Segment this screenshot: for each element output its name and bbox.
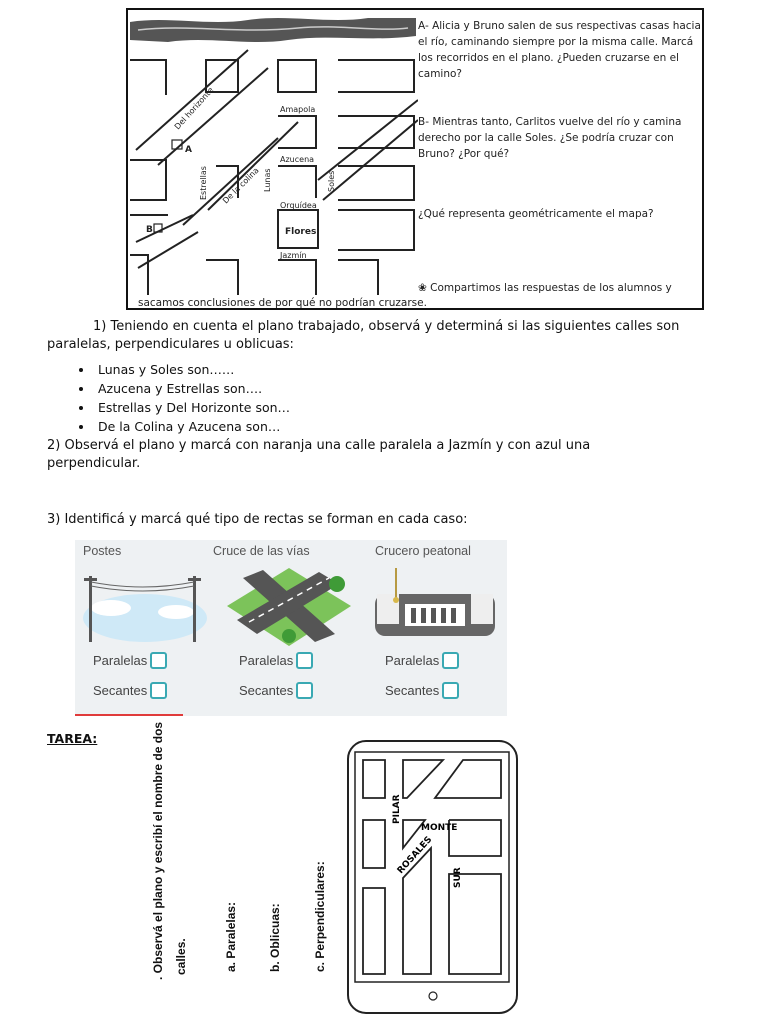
secantes-checkbox[interactable]	[442, 682, 459, 699]
tarea-instruction-2: calles.	[174, 938, 188, 975]
list-item: • Estrellas y Del Horizonte son…	[94, 398, 290, 417]
card-title: Cruce de las vías	[213, 544, 310, 558]
option-label: Secantes	[93, 683, 148, 698]
secantes-checkbox[interactable]	[150, 682, 167, 699]
paralelas-checkbox[interactable]	[296, 652, 313, 669]
street-label-estrellas: Estrellas	[199, 166, 208, 200]
street-map	[128, 10, 418, 308]
option-label: Paralelas	[93, 653, 148, 668]
exercise2-text: 2) Observá el plano y marcá con naranja una calle paralela a Jazmín y con azul una perpendicular.	[47, 438, 591, 471]
card-title: Postes	[83, 544, 122, 558]
tarea-b: b. Oblicuas:	[268, 903, 282, 972]
exercise1-intro: 1) Teniendo en cuenta el plano trabajado, observá y determiná si las siguientes calles son paralelas, perpendiculares u oblicuas:	[47, 319, 680, 352]
marker-b: B	[146, 225, 153, 235]
exercise3-text: 3) Identificá y marcá qué tipo de rectas se forman en cada caso:	[47, 512, 468, 527]
road-crossing-illustration-icon	[223, 564, 355, 648]
option-label: Paralelas	[239, 653, 294, 668]
street-label-orquidea: Orquídea	[280, 201, 317, 210]
list-item: • De la Colina y Azucena son…	[94, 417, 290, 436]
card-postes	[75, 540, 215, 716]
question-a: A- Alicia y Bruno salen de sus respectivas casas hacia el río, caminando siempre por la misma calle. Marcá los recorridos en el plano. ¿Pueden cruzarse en el camino?	[418, 20, 701, 80]
tarea-heading: TAREA:	[47, 731, 98, 746]
list-item: • Lunas y Soles son……	[94, 360, 290, 379]
tarea-a: a. Paralelas:	[224, 901, 238, 972]
street-label-lunas: Lunas	[263, 168, 272, 192]
list-item: • Azucena y Estrellas son….	[94, 379, 290, 398]
street-label-del-horizonte: Del horizonte	[172, 85, 216, 132]
share-line-1: ❀ Compartimos las respuestas de los alumnos y	[418, 282, 672, 294]
secantes-checkbox[interactable]	[296, 682, 313, 699]
street-label-amapola: Amapola	[280, 105, 316, 114]
crosswalk-illustration-icon	[371, 564, 501, 648]
paralelas-checkbox[interactable]	[442, 652, 459, 669]
share-line-2: sacamos conclusiones de por qué no podrían cruzarse.	[138, 297, 427, 309]
map-box	[126, 8, 704, 310]
street-label-monte: MONTE	[421, 823, 458, 833]
question-b: B- Mientras tanto, Carlitos vuelve del río y camina derecho por la calle Soles. ¿Se podría cruzar con Bruno? ¿Por qué?	[418, 116, 682, 160]
street-label-azucena: Azucena	[280, 155, 315, 164]
option-label: Secantes	[239, 683, 294, 698]
marker-a: A	[185, 145, 192, 155]
tarea-instruction-1: . Observá el plano y escribí el nombre de dos	[151, 721, 165, 980]
red-underline	[75, 714, 183, 716]
card-title: Crucero peatonal	[375, 544, 471, 558]
tarea-c: c. Perpendiculares:	[313, 861, 327, 972]
home-button-icon	[429, 992, 437, 1000]
poles-illustration-icon	[81, 564, 209, 648]
paralelas-checkbox[interactable]	[150, 652, 167, 669]
card-cruce-de-las-vias	[213, 540, 361, 716]
option-label: Secantes	[385, 683, 440, 698]
question-c: ¿Qué representa geométricamente el mapa?	[418, 208, 654, 220]
street-label-soles: Soles	[327, 170, 336, 192]
exercise1-list	[47, 360, 290, 436]
street-label-rosales: ROSALES	[395, 834, 435, 877]
street-label-pilar: PILAR	[392, 794, 402, 824]
phone-map-illustration	[345, 738, 520, 1016]
card-crucero-peatonal	[367, 540, 507, 716]
street-label-flores: Flores	[285, 227, 317, 237]
street-label-sur: SUR	[453, 867, 463, 888]
street-label-de-la-colina: De la colina	[221, 165, 261, 206]
option-label: Paralelas	[385, 653, 440, 668]
street-label-jazmin: Jazmín	[280, 251, 307, 260]
